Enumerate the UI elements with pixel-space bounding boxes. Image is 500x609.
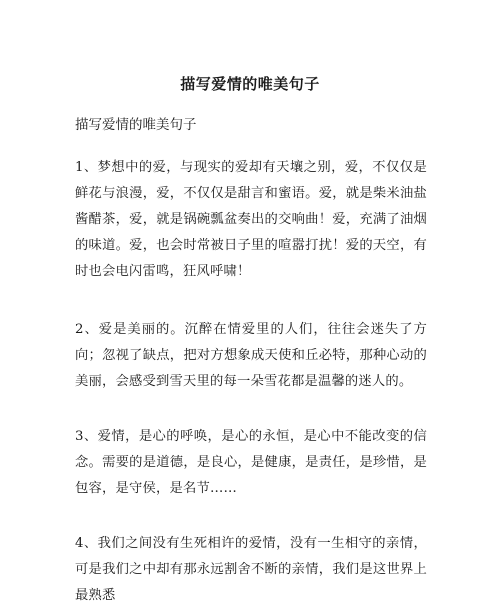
paragraph-4: 4、我们之间没有生死相许的爱情，没有一生相守的亲情，可是我们之中却有那永远割舍不断的亲情，我们是这世界上最熟悉 <box>75 536 427 603</box>
document-title: 描写爱情的唯美句子 <box>180 75 320 93</box>
paragraph-1: 1、梦想中的爱，与现实的爱却有天壤之别，爱，不仅仅是鲜花与浪漫，爱，不仅仅是甜言和蜜语。爱，就是柴米油盐酱醋茶，爱，就是锅碗瓢盆奏出的交响曲！爱，充满了油烟的味道。爱，也会时常被日子里的喧嚣打扰！爱的天空，有时也会电闪雷鸣，狂风呼啸！ <box>75 160 427 279</box>
document-subtitle: 描写爱情的唯美句子 <box>75 117 197 133</box>
paragraph-2: 2、爱是美丽的。沉醉在情爱里的人们，往往会迷失了方向；忽视了缺点，把对方想象成天使和丘必特，那种心动的美丽，会感受到雪天里的每一朵雪花都是温馨的迷人的。 <box>75 322 427 389</box>
paragraph-3: 3、爱情，是心的呼唤，是心的永恒，是心中不能改变的信念。需要的是道德，是良心，是健康，是责任，是珍惜，是包容，是守侯，是名节…… <box>75 429 427 496</box>
